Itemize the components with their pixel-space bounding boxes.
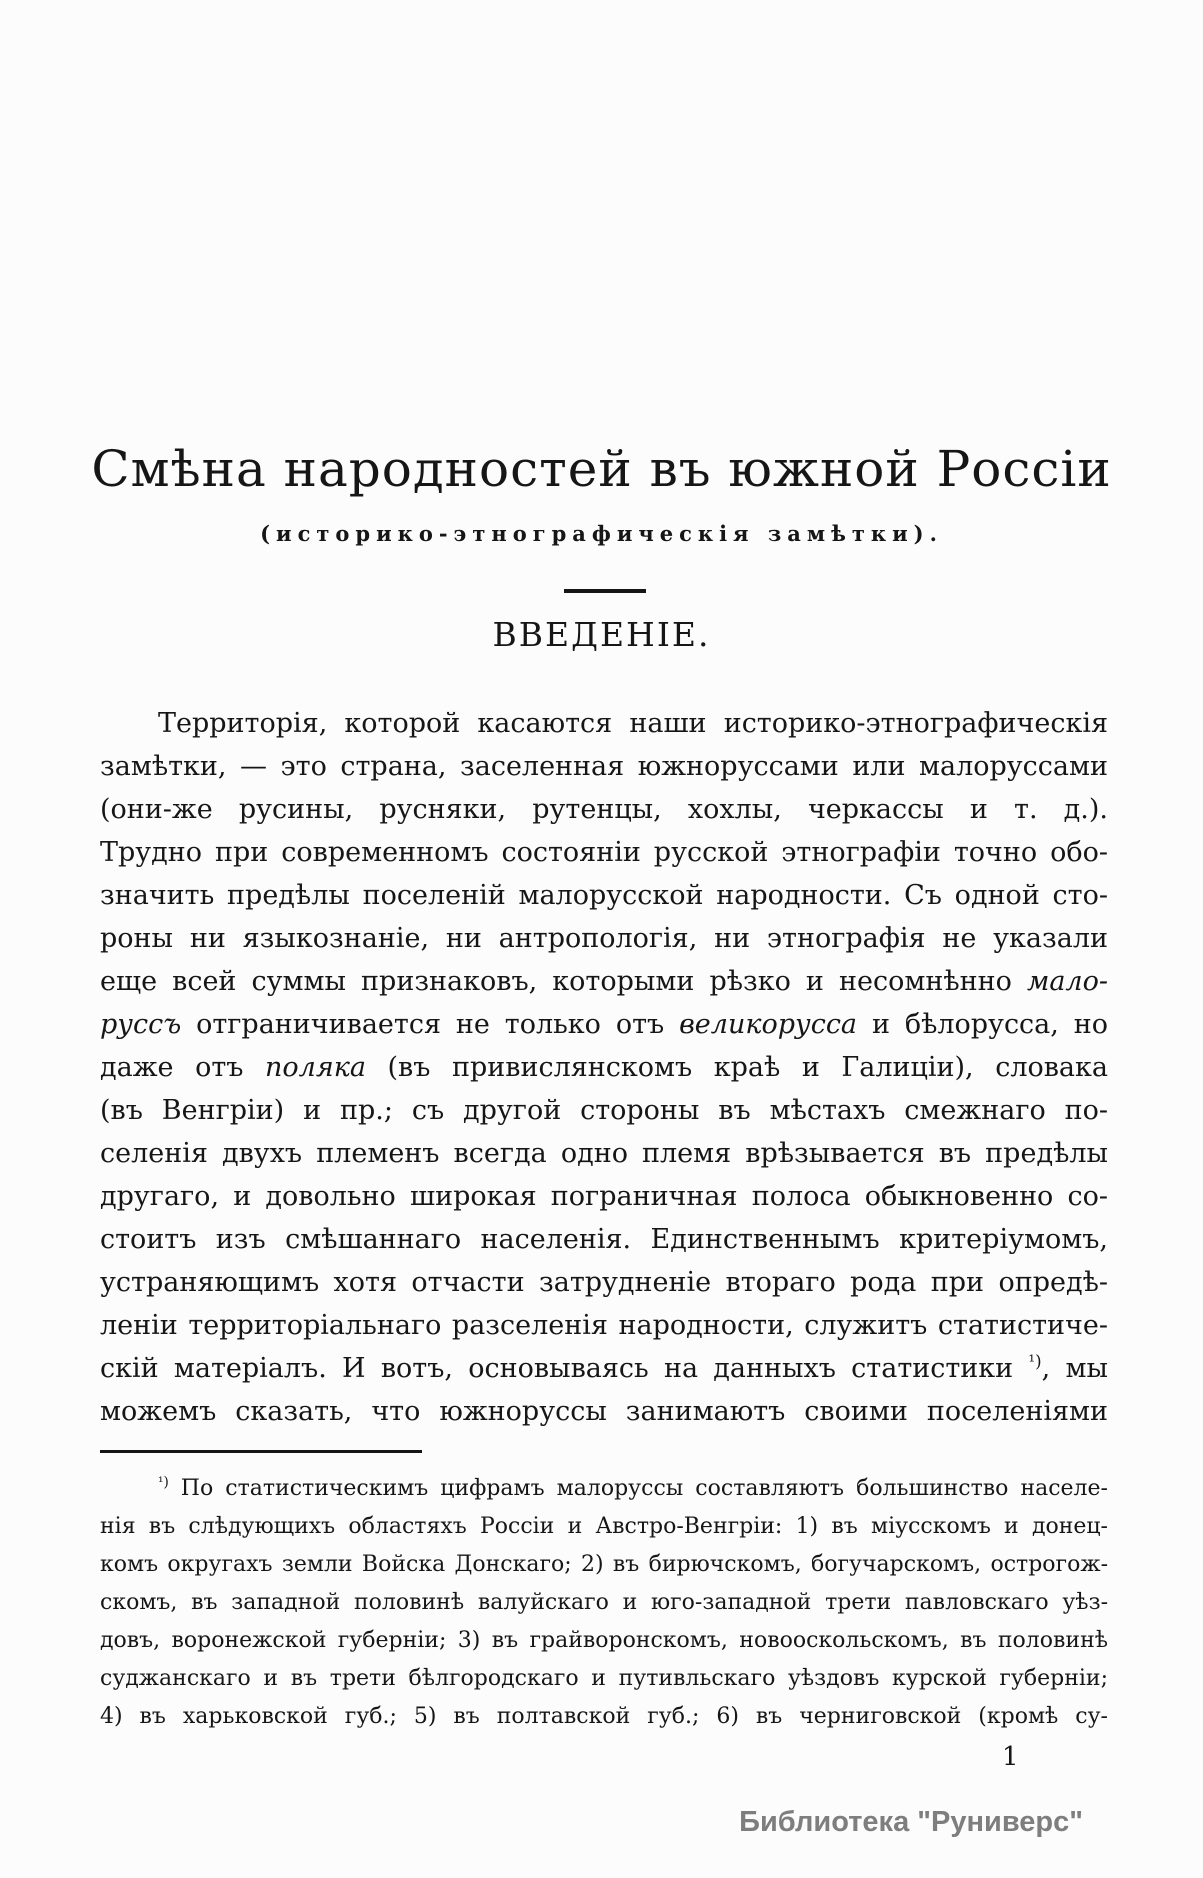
text-line: даже отъ поляка (въ привислянскомъ краѣ и Галиціи), словака — [100, 1052, 1108, 1083]
text-line: (въ Венгріи) и пр.; съ другой стороны въ мѣстахъ смежнаго по- — [100, 1095, 1108, 1126]
text-line: устраняющимъ хотя отчасти затрудненіе втораго рода при опредѣ- — [100, 1267, 1108, 1298]
text-line: селенія двухъ племенъ всегда одно племя врѣзывается въ предѣлы — [100, 1138, 1108, 1169]
text-line: 4) въ харьковской губ.; 5) въ полтавской губ.; 6) въ черниговской (кромѣ су- — [100, 1704, 1108, 1729]
page-subtitle: (историко-этнографическія замѣтки). — [260, 521, 943, 546]
text-line: замѣтки, — это страна, заселенная южноруссами или малоруссами — [100, 751, 1108, 782]
text-line: скій матеріалъ. И вотъ, основываясь на данныхъ статистики $^{^1)}$, мы — [100, 1351, 1108, 1384]
text-line: комъ округахъ земли Войска Донскаго; 2) въ бирючскомъ, богучарскомъ, острогож- — [100, 1552, 1108, 1577]
text-line: стоитъ изъ смѣшаннаго населенія. Единственнымъ критеріумомъ, — [100, 1224, 1108, 1255]
page-title: Смѣна народностей въ южной Россіи — [91, 440, 1112, 498]
footnote-rule — [100, 1450, 422, 1453]
text-line: Трудно при современномъ состояніи русской этнографіи точно обо- — [100, 837, 1108, 868]
text-line: (они-же русины, русняки, рутенцы, хохлы, черкассы и т. д.). — [100, 794, 1108, 825]
text-line: леніи территоріальнаго разселенія народности, служитъ статистиче- — [100, 1310, 1108, 1341]
text-line: Территорія, которой касаются наши историко-этнографическія — [158, 708, 1108, 739]
text-line: скомъ, въ западной половинѣ валуйскаго и юго-западной трети павловскаго уѣз- — [100, 1590, 1108, 1615]
text-line: еще всей суммы признаковъ, которыми рѣзко и несомнѣнно мало- — [100, 966, 1108, 997]
watermark: Библиотека "Руниверс" — [739, 1806, 1083, 1838]
text-line: значить предѣлы поселеній малорусской народности. Съ одной сто- — [100, 880, 1108, 911]
page-number: 1 — [1002, 1742, 1019, 1772]
body-paragraph — [100, 702, 1108, 1433]
footnote — [100, 1470, 1108, 1736]
text-line: роны ни языкознаніе, ни антропологія, ни этнографія не указали — [100, 923, 1108, 954]
text-line: руссъ отграничивается не только отъ великорусса и бѣлорусса, но — [100, 1009, 1108, 1040]
text-line: довъ, воронежской губерніи; 3) въ грайворонскомъ, новооскольскомъ, въ половинѣ — [100, 1628, 1108, 1653]
text-line: нія въ слѣдующихъ областяхъ Россіи и Австро-Венгріи: 1) въ міусскомъ и донец- — [100, 1514, 1108, 1539]
section-heading: ВВЕДЕНІЕ. — [492, 615, 711, 654]
text-line: суджанскаго и въ трети бѣлгородскаго и путивльскаго уѣздовъ курской губерніи; — [100, 1666, 1108, 1691]
text-line: можемъ сказать, что южноруссы занимаютъ своими поселеніями — [100, 1396, 1108, 1427]
divider-rule — [564, 589, 646, 593]
text-line: другаго, и довольно широкая пограничная полоса обыкновенно со- — [100, 1181, 1108, 1212]
text-line: $^{^1)}$ По статистическимъ цифрамъ малоруссы составляютъ большинство населе- — [158, 1474, 1108, 1501]
